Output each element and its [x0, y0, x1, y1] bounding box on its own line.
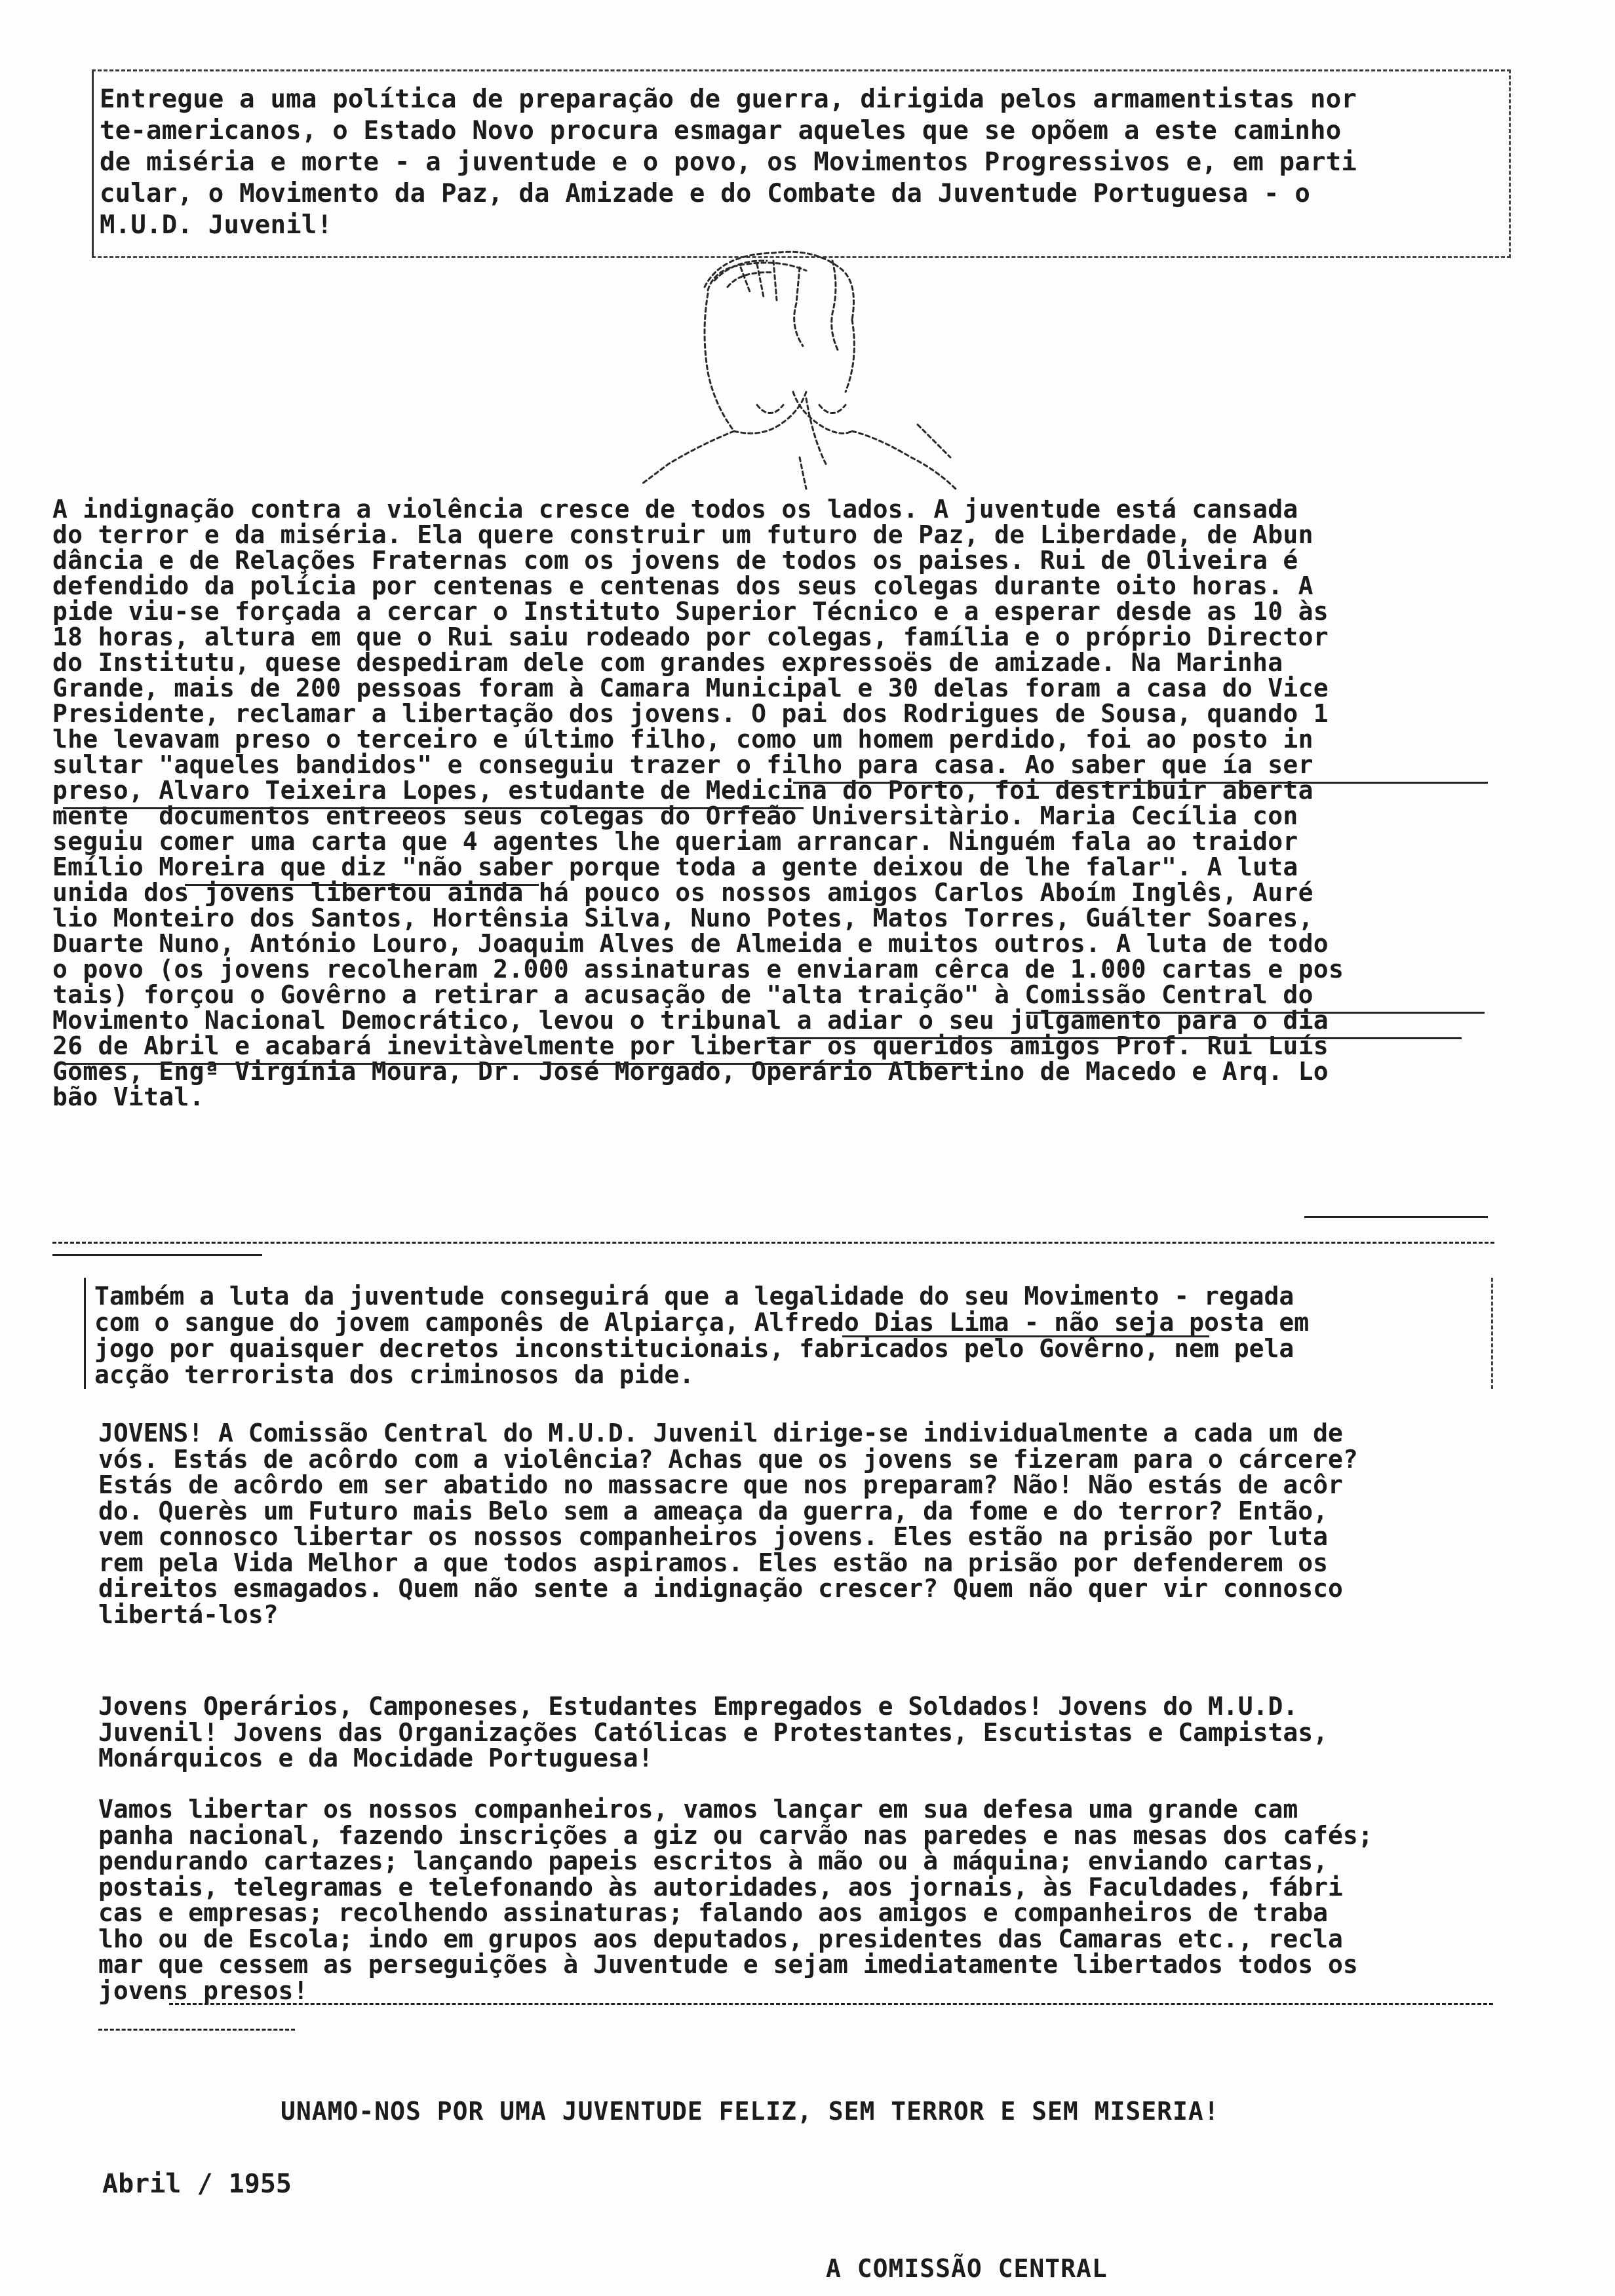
appeal-paragraph: JOVENS! A Comissão Central do M.U.D. Juvenil dirige-se individualmente a cada um de vós. Estás de acôrdo com a violência? Achas que os jovens se fizeram para o cárcere? Estás de acôrdo em ser abatido no massacre que nos preparam? Não! Não estás de acôr do. Querès um Futuro mais Belo sem a ameaça da guerra, da fome e do terror? Então, vem connosco libertar os nossos companheiros jovens. Eles estão na prisão por luta rem pela Vida Melhor a que todos aspiramos. Eles estão na prisão por defenderem os direitos esmagados. Quem não sente a indignação crescer? Quem não quer vir connosco libertá-los?: [98, 1419, 1358, 1629]
campaign-paragraph: Vamos libertar os nossos companheiros, vamos lançar em sua defesa uma grande cam panha nacional, fazendo inscrições a giz ou carvão nas paredes e nas mesas dos cafés; pendurando cartazes; lançando papeis escritos à mão ou à máquina; enviando cartas, postais, telegramas e telefonando às autoridades, aos jornais, às Faculdades, fábri cas e empresas; recolhendo assinaturas; falando aos amigos e companheiros de traba lho ou de Escola; indo em grupos aos deputados, presidentes das Camaras etc., recla mar que cessem as perseguições à Juventude e sejam imediatamente libertados todos os jovens presos!: [98, 1795, 1373, 2005]
underline-rui-luis: [1304, 1216, 1488, 1218]
main-paragraph: A indignação contra a violência cresce de todos os lados. A juventude está cansada do terror e da miséria. Ela quere construir um futuro de Paz, de Liberdade, de Abun dância e de Relações Fraternas com os jovens de todos os paises. Rui de Oliveira é defendido da polícia por centenas e centenas dos seus colegas durante oito horas. A pide viu-se forçada a cercar o Instituto Superior Técnico e a esperar desde as 10 às 18 horas, altura em que o Rui saiu rodeado por colegas, família e o próprio Director do Institutu, quese despediram dele com grandes expressoës de amizade. Na Marinha Grande, mais de 200 pessoas foram à Camara Municipal e 30 delas foram a casa do Vice Presidente, reclamar a libertação dos jovens. O pai dos Rodrigues de Sousa, quando 1 lhe levavam preso o terceiro e último filho, como um homem perdido, foi ao posto in sultar "aqueles bandidos" e conseguiu trazer o filho para casa. Ao saber que ía ser preso, Alvaro Teixeira Lopes, estudante de Medicina do Porto, foi destribuir aberta mente documentos entreeos seus colegas do Orfeão Universitàrio. Maria Cecília con seguiu comer uma carta que 4 agentes lhe queriam arrancar. Ninguém fala ao traidor Emílio Moreira que diz "não saber porque toda a gente deixou de lhe falar". A luta unida dos jovens libertou ainda há pouco os nossos amigos Carlos Aboím Inglês, Auré lio Monteiro dos Santos, Hortênsia Silva, Nuno Potes, Matos Torres, Guálter Soares, Duarte Nuno, António Louro, Joaquim Alves de Almeida e muitos outros. A luta de todo o povo (os jovens recolheram 2.000 assinaturas e enviaram cêrca de 1.000 cartas e pos tais) forçou o Govêrno a retirar a acusação de "alta traição" à Comissão Central do Movimento Nacional Democrático, levou o tribunal a adiar o seu julgamento para o dia 26 de Abril e acabará inevitàvelmente por libertar os queridos amigos Prof. Rui Luís Gomes, Engª Virgínia Moura, Dr. José Morgado, Operário Albertino de Macedo e Arq. Lo bão Vital.: [52, 495, 1344, 1111]
boxed-note-paragraph: Também a luta da juventude conseguirá que a legalidade do seu Movimento - regada com o sangue do jovem camponês de Alpiarça, Alfredo Dias Lima - não seja posta em jogo por quaisquer decretos inconstitucionais, fabricados pelo Govêrno, nem pela acção terrorista dos criminosos da pide.: [94, 1282, 1310, 1389]
closing-signature: A COMISSÃO CENTRAL: [826, 2254, 1108, 2283]
closing-slogan: UNAMO-NOS POR UMA JUVENTUDE FELIZ, SEM TERROR E SEM MISERIA!: [281, 2097, 1220, 2126]
underline-names-3: [63, 1063, 967, 1065]
underline-lobao: [52, 1254, 262, 1256]
groups-paragraph: Jovens Operários, Camponeses, Estudantes Empregados e Soldados! Jovens do M.U.D. Juvenil! Jovens das Organizações Católicas e Protestantes, Escutistas e Campistas, Monárquicos e da Mocidade Portuguesa!: [98, 1692, 1328, 1772]
closing-date: Abril / 1955: [102, 2169, 292, 2199]
underline-names-2: [767, 1037, 1462, 1039]
underline-names-1: [1026, 1012, 1485, 1014]
intro-paragraph: Entregue a uma política de preparação de guerra, dirigida pelos armamentistas nor te-americanos, o Estado Novo procura esmagar aqueles que se opõem a este caminho de miséria e morte - a juventude e o povo, os Movimentos Progressivos e, em parti cular, o Movimento da Paz, da Amizade e do Combate da Juventude Portuguesa - o M.U.D. Juvenil!: [100, 85, 1357, 240]
underline-rodrigues: [793, 782, 1488, 784]
underline-alfredo: [842, 1335, 1209, 1337]
underline-demand-2: [98, 2029, 295, 2031]
youth-portrait-sketch-icon: [642, 241, 1022, 490]
underline-demand-1: [169, 2003, 1493, 2005]
underline-filho: [63, 807, 804, 809]
underline-prisoners: [52, 1242, 1494, 1244]
underline-teixeira: [185, 884, 539, 886]
